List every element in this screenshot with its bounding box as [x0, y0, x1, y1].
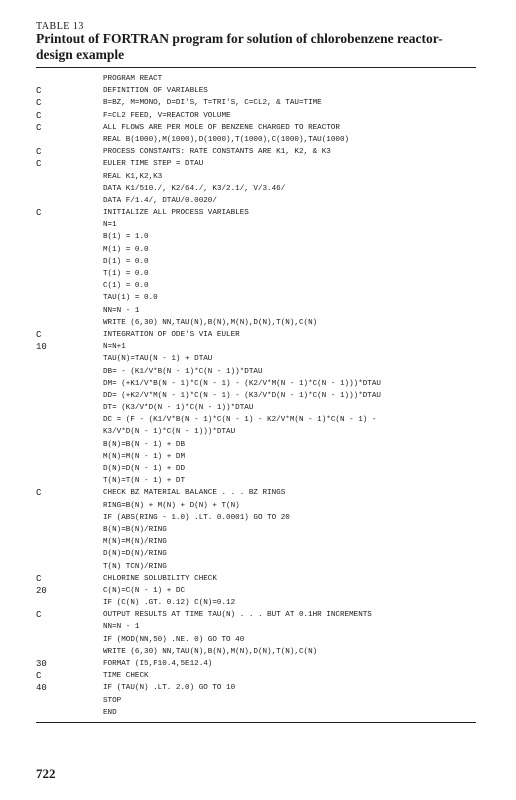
code-text: REAL B(1000),M(1000),D(1000),T(1000),C(1000),TAU(1000) — [103, 135, 350, 144]
code-line — [36, 475, 476, 487]
code-line — [36, 451, 476, 463]
code-line — [36, 426, 476, 438]
code-text: WRITE (6,30) NN,TAU(N),B(N),M(N),D(N),T(N),C(N) — [103, 647, 318, 656]
code-line — [36, 548, 476, 560]
table-label: TABLE 13 — [36, 21, 84, 32]
bottom-rule — [36, 722, 476, 723]
code-text: TAU(N)=TAU(N - 1) + DTAU — [103, 355, 213, 364]
top-rule — [36, 67, 476, 68]
code-line — [36, 487, 476, 499]
code-line — [36, 646, 476, 658]
code-text: T(N) TCN)/RING — [103, 562, 167, 571]
code-text: RING=B(N) + M(N) + D(N) + T(N) — [103, 501, 240, 510]
code-line — [36, 402, 476, 414]
code-line — [36, 85, 476, 97]
code-text: REAL K1,K2,K3 — [103, 172, 163, 181]
code-text: END — [103, 708, 117, 717]
code-line — [36, 609, 476, 621]
code-line — [36, 585, 476, 597]
code-text: TIME CHECK — [103, 672, 149, 681]
line-label: C — [36, 488, 42, 499]
code-text: B(N)=B(N)/RING — [103, 525, 167, 534]
code-line — [36, 292, 476, 304]
code-line — [36, 658, 476, 670]
code-line — [36, 524, 476, 536]
code-line — [36, 171, 476, 183]
code-line — [36, 463, 476, 475]
code-text: DB= - (K1/V*B(N - 1)*C(N - 1))*DTAU — [103, 367, 263, 376]
code-line — [36, 597, 476, 609]
code-text: DD= (+K2/V*M(N - 1)*C(N - 1) - (K3/V*D(N - 1)*C(N - 1)))*DTAU — [103, 391, 381, 400]
line-label: 20 — [36, 585, 47, 596]
code-line — [36, 97, 476, 109]
code-line — [36, 707, 476, 719]
line-label: 30 — [36, 659, 47, 669]
code-text: D(N)=D(N - 1) + DD — [103, 465, 186, 473]
code-line — [36, 158, 476, 170]
code-text: C(N)=C(N - 1) + DC — [103, 586, 186, 595]
code-line — [36, 621, 476, 633]
code-text: IF (TAU(N) .LT. 2.0) GO TO 10 — [103, 684, 236, 693]
code-line — [36, 378, 476, 390]
code-line — [36, 219, 476, 231]
code-line — [36, 439, 476, 451]
code-text: ALL FLOWS ARE PER MOLE OF BENZENE CHARGED TO REACTOR — [103, 123, 340, 132]
code-text: C(1) = 0.0 — [103, 282, 149, 291]
code-text: B(N)=B(N - 1) + DB — [103, 440, 186, 449]
code-text: DEFINITION OF VARIABLES — [103, 87, 208, 96]
code-text: T(N)=T(N - 1) + DT — [103, 477, 186, 486]
line-label: C — [36, 147, 42, 158]
code-text: PROGRAM REACT — [103, 75, 163, 83]
code-line — [36, 695, 476, 707]
line-label: C — [36, 98, 42, 109]
code-text: CHECK BZ MATERIAL BALANCE . . . BZ RINGS — [103, 489, 286, 498]
code-text: DATA F/1.4/, DTAU/0.0020/ — [103, 196, 217, 205]
code-text: NN=N - 1 — [103, 306, 140, 315]
code-text: D(N)=D(N)/RING — [103, 550, 167, 559]
code-line — [36, 353, 476, 365]
code-text: M(1) = 0.0 — [103, 245, 149, 254]
code-line — [36, 280, 476, 292]
fortran-listing — [36, 73, 476, 719]
code-line — [36, 195, 476, 207]
code-line — [36, 670, 476, 682]
code-text: T(1) = 0.0 — [103, 270, 149, 278]
line-label: 40 — [36, 683, 47, 694]
code-line — [36, 329, 476, 341]
code-line — [36, 573, 476, 585]
code-line — [36, 73, 476, 85]
code-text: DC = (F - (K1/V*B(N - 1)*C(N - 1) - K2/V*M(N - 1)*C(N - 1) - — [103, 416, 377, 425]
line-label: C — [36, 208, 42, 219]
code-text: PROCESS CONSTANTS: RATE CONSTANTS ARE K1, K2, & K3 — [103, 148, 331, 157]
code-text: D(1) = 0.0 — [103, 257, 149, 266]
code-text: INITIALIZE ALL PROCESS VARIABLES — [103, 209, 249, 218]
line-label: C — [36, 573, 42, 584]
code-text: CHLORINE SOLUBILITY CHECK — [103, 574, 217, 583]
code-line — [36, 256, 476, 268]
code-line — [36, 110, 476, 122]
code-text: K3/V*D(N - 1)*C(N - 1)))*DTAU — [103, 428, 236, 437]
code-text: IF (MOD(NN,50) .NE. 0) GO TO 40 — [103, 635, 245, 644]
code-line — [36, 305, 476, 317]
code-line — [36, 244, 476, 256]
line-label: 10 — [36, 342, 47, 353]
table-caption: Printout of FORTRAN program for solution of chlorobenzene reactor-design example — [36, 31, 443, 62]
line-label: C — [36, 329, 42, 340]
code-line — [36, 634, 476, 646]
code-line — [36, 366, 476, 378]
code-text: FORMAT (I5,F10.4,5E12.4) — [103, 660, 213, 668]
page-number: 722 — [36, 766, 56, 781]
code-text: N=N+1 — [103, 343, 126, 352]
code-line — [36, 500, 476, 512]
code-text: F=CL2 FEED, V=REACTOR VOLUME — [103, 111, 231, 120]
line-label: C — [36, 159, 42, 170]
code-text: WRITE (6,30) NN,TAU(N),B(N),M(N),D(N),T(N),C(N) — [103, 318, 318, 327]
code-line — [36, 183, 476, 195]
code-line — [36, 561, 476, 573]
code-text: N=1 — [103, 221, 117, 230]
code-line — [36, 146, 476, 158]
code-line — [36, 341, 476, 353]
code-text: STOP — [103, 696, 122, 705]
line-label: C — [36, 610, 42, 621]
code-text: M(N)=M(N)/RING — [103, 538, 167, 547]
code-text: DM= (+K1/V*B(N - 1)*C(N - 1) - (K2/V*M(N - 1)*C(N - 1)))*DTAU — [103, 379, 381, 388]
code-text: OUTPUT RESULTS AT TIME TAU(N) . . . BUT AT 0.1HR INCREMENTS — [103, 611, 372, 620]
code-text: DT= (K3/V*D(N - 1)*C(N - 1))*DTAU — [103, 404, 254, 413]
line-label: C — [36, 110, 42, 121]
code-text: DATA K1/510./, K2/64./, K3/2.1/, V/3.46/ — [103, 184, 286, 193]
code-line — [36, 122, 476, 134]
code-text: B=BZ, M=MONO, D=DI'S, T=TRI'S, C=CL2, & TAU=TIME — [103, 99, 322, 108]
line-label: C — [36, 86, 42, 97]
code-line — [36, 512, 476, 524]
code-line — [36, 134, 476, 146]
code-line — [36, 268, 476, 280]
code-text: TAU(1) = 0.0 — [103, 294, 158, 303]
code-line — [36, 682, 476, 694]
line-label: C — [36, 122, 42, 133]
code-text: IF (C(N) .GT. 0.12) C(N)=0.12 — [103, 599, 236, 608]
code-text: NN=N - 1 — [103, 623, 140, 632]
code-text: B(1) = 1.0 — [103, 233, 149, 242]
code-text: M(N)=M(N - 1) + DM — [103, 452, 186, 461]
code-text: EULER TIME STEP = DTAU — [103, 160, 204, 169]
code-line — [36, 536, 476, 548]
line-label: C — [36, 671, 42, 682]
code-line — [36, 207, 476, 219]
code-line — [36, 231, 476, 243]
code-text: INTEGRATION OF ODE'S VIA EULER — [103, 330, 240, 339]
code-text: IF (ABS(RING - 1.0) .LT. 0.0001) GO TO 20 — [103, 513, 290, 522]
code-line — [36, 414, 476, 426]
code-line — [36, 390, 476, 402]
code-line — [36, 317, 476, 329]
